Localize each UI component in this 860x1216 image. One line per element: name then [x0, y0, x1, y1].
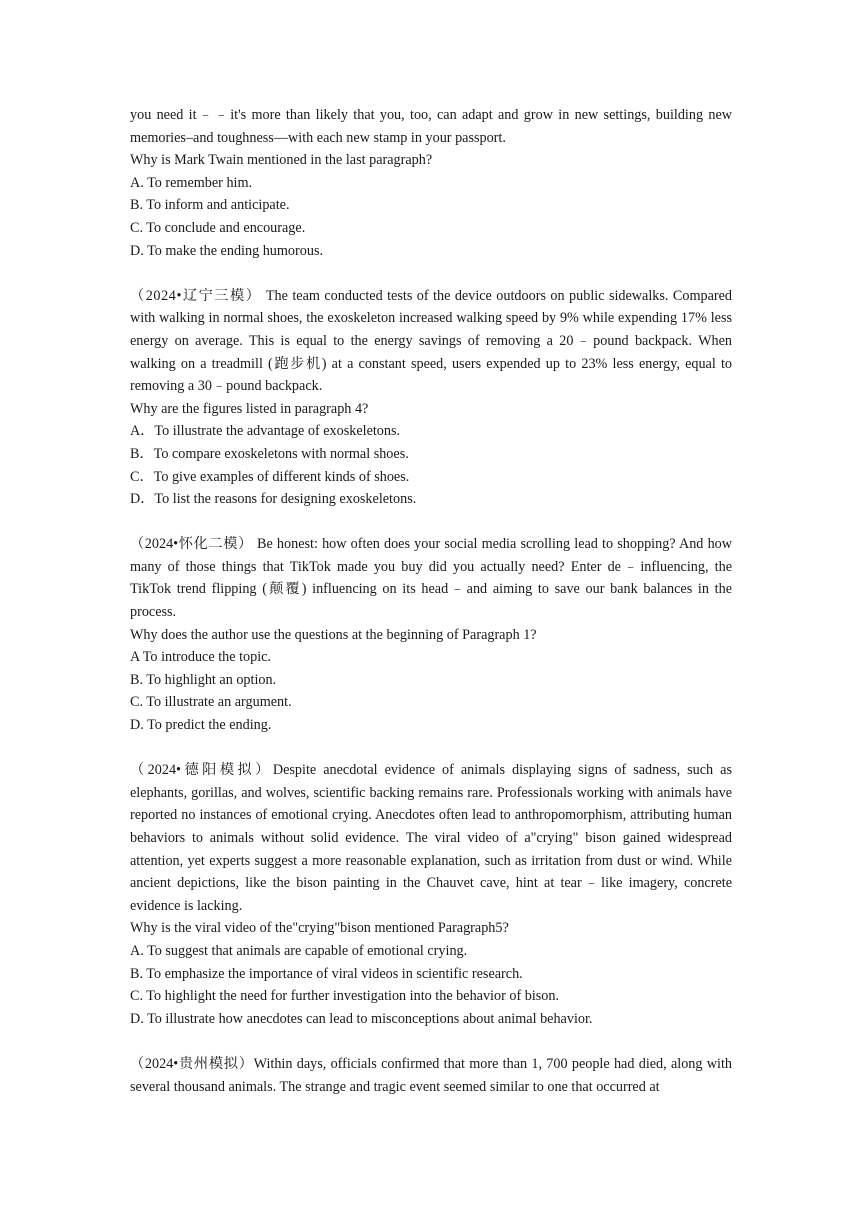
passage-paragraph	[130, 759, 732, 917]
block-gap	[130, 262, 732, 285]
option-c: C．To give examples of different kinds of shoes.	[130, 468, 410, 485]
question-block-5	[130, 1053, 732, 1098]
passage-text: Be honest: how often does your social media scrolling lead to shopping? And how many of those things that TikTok made you buy did you actually need? Enter de﹣influencing, the TikTok trend flipping (颠覆) influencing on its head﹣and aiming to save our bank balances in the process.	[130, 536, 733, 621]
option-a: A. To remember him.	[130, 174, 253, 191]
option-b: B. To highlight an option.	[130, 671, 277, 688]
passage-paragraph	[130, 1053, 732, 1098]
question-block-1	[130, 104, 732, 262]
option-b: B. To inform and anticipate.	[130, 197, 290, 214]
option-d: D．To list the reasons for designing exoskeletons.	[130, 491, 417, 508]
option-d: D. To illustrate how anecdotes can lead to misconceptions about animal behavior.	[130, 1010, 593, 1027]
passage-paragraph	[130, 533, 732, 623]
option-a: A．To illustrate the advantage of exoskeletons.	[130, 423, 401, 440]
block-gap	[130, 737, 732, 760]
source-tag: （2024•怀化二模）	[130, 536, 253, 553]
question-text: Why does the author use the questions at the beginning of Paragraph 1?	[130, 626, 537, 643]
question-text: Why is Mark Twain mentioned in the last paragraph?	[130, 152, 433, 169]
question-block-2	[130, 285, 732, 511]
option-d: D. To make the ending humorous.	[130, 242, 324, 259]
option-b: B. To emphasize the importance of viral videos in scientific research.	[130, 965, 523, 982]
source-tag: （2024•贵州模拟）	[130, 1055, 254, 1072]
block-gap	[130, 511, 732, 534]
question-text: Why are the figures listed in paragraph 4?	[130, 400, 369, 417]
passage-text: you need it﹣﹣it's more than likely that you, too, can adapt and grow in new settings, building new memories–and toughness—with each new stamp in your passport.	[130, 107, 732, 146]
option-c: C. To illustrate an argument.	[130, 694, 292, 711]
option-d: D. To predict the ending.	[130, 717, 272, 734]
question-block-4	[130, 759, 732, 1030]
option-b: B．To compare exoskeletons with normal shoes.	[130, 445, 409, 462]
question-text: Why is the viral video of the"crying"bison mentioned Paragraph5?	[130, 920, 509, 937]
question-block-3	[130, 533, 732, 736]
passage-text: Despite anecdotal evidence of animals displaying signs of sadness, such as elephants, gorillas, and wolves, scientific backing remains rare. Professionals working with animals have reported no instances of emotional crying. Anecdotes often lead to anthropomorphism, attributing human behaviors to animals without solid evidence. The viral video of a"crying" bison gained widespread attention, yet experts suggest a more reasonable explanation, such as irritation from dust or wind. While ancient depictions, like the bison painting in the Chauvet cave, hint at tear﹣like imagery, concrete evidence is lacking.	[130, 762, 732, 914]
option-a: A To introduce the topic.	[130, 649, 271, 666]
passage-text: The team conducted tests of the device outdoors on public sidewalks. Compared with walking in normal shoes, the exoskeleton increased walking speed by 9% while expending 17% less energy on average. This is equal to the energy savings of removing a 20﹣pound backpack. When walking on a treadmill (跑步机) at a constant speed, users expended up to 23% less energy, equal to removing a 30﹣pound backpack.	[130, 287, 733, 395]
passage-text: Within days, officials confirmed that more than 1, 700 people had died, along with several thousand animals. The strange and tragic event seemed similar to one that occurred at	[130, 1055, 732, 1095]
source-tag: （2024•辽宁三模）	[130, 287, 262, 304]
passage-paragraph	[130, 285, 732, 398]
document-page	[130, 104, 732, 1098]
option-a: A. To suggest that animals are capable of emotional crying.	[130, 942, 468, 959]
option-c: C. To conclude and encourage.	[130, 219, 306, 236]
block-gap	[130, 1030, 732, 1053]
option-c: C. To highlight the need for further investigation into the behavior of bison.	[130, 988, 560, 1005]
source-tag: （2024•德阳模拟）	[130, 762, 273, 779]
